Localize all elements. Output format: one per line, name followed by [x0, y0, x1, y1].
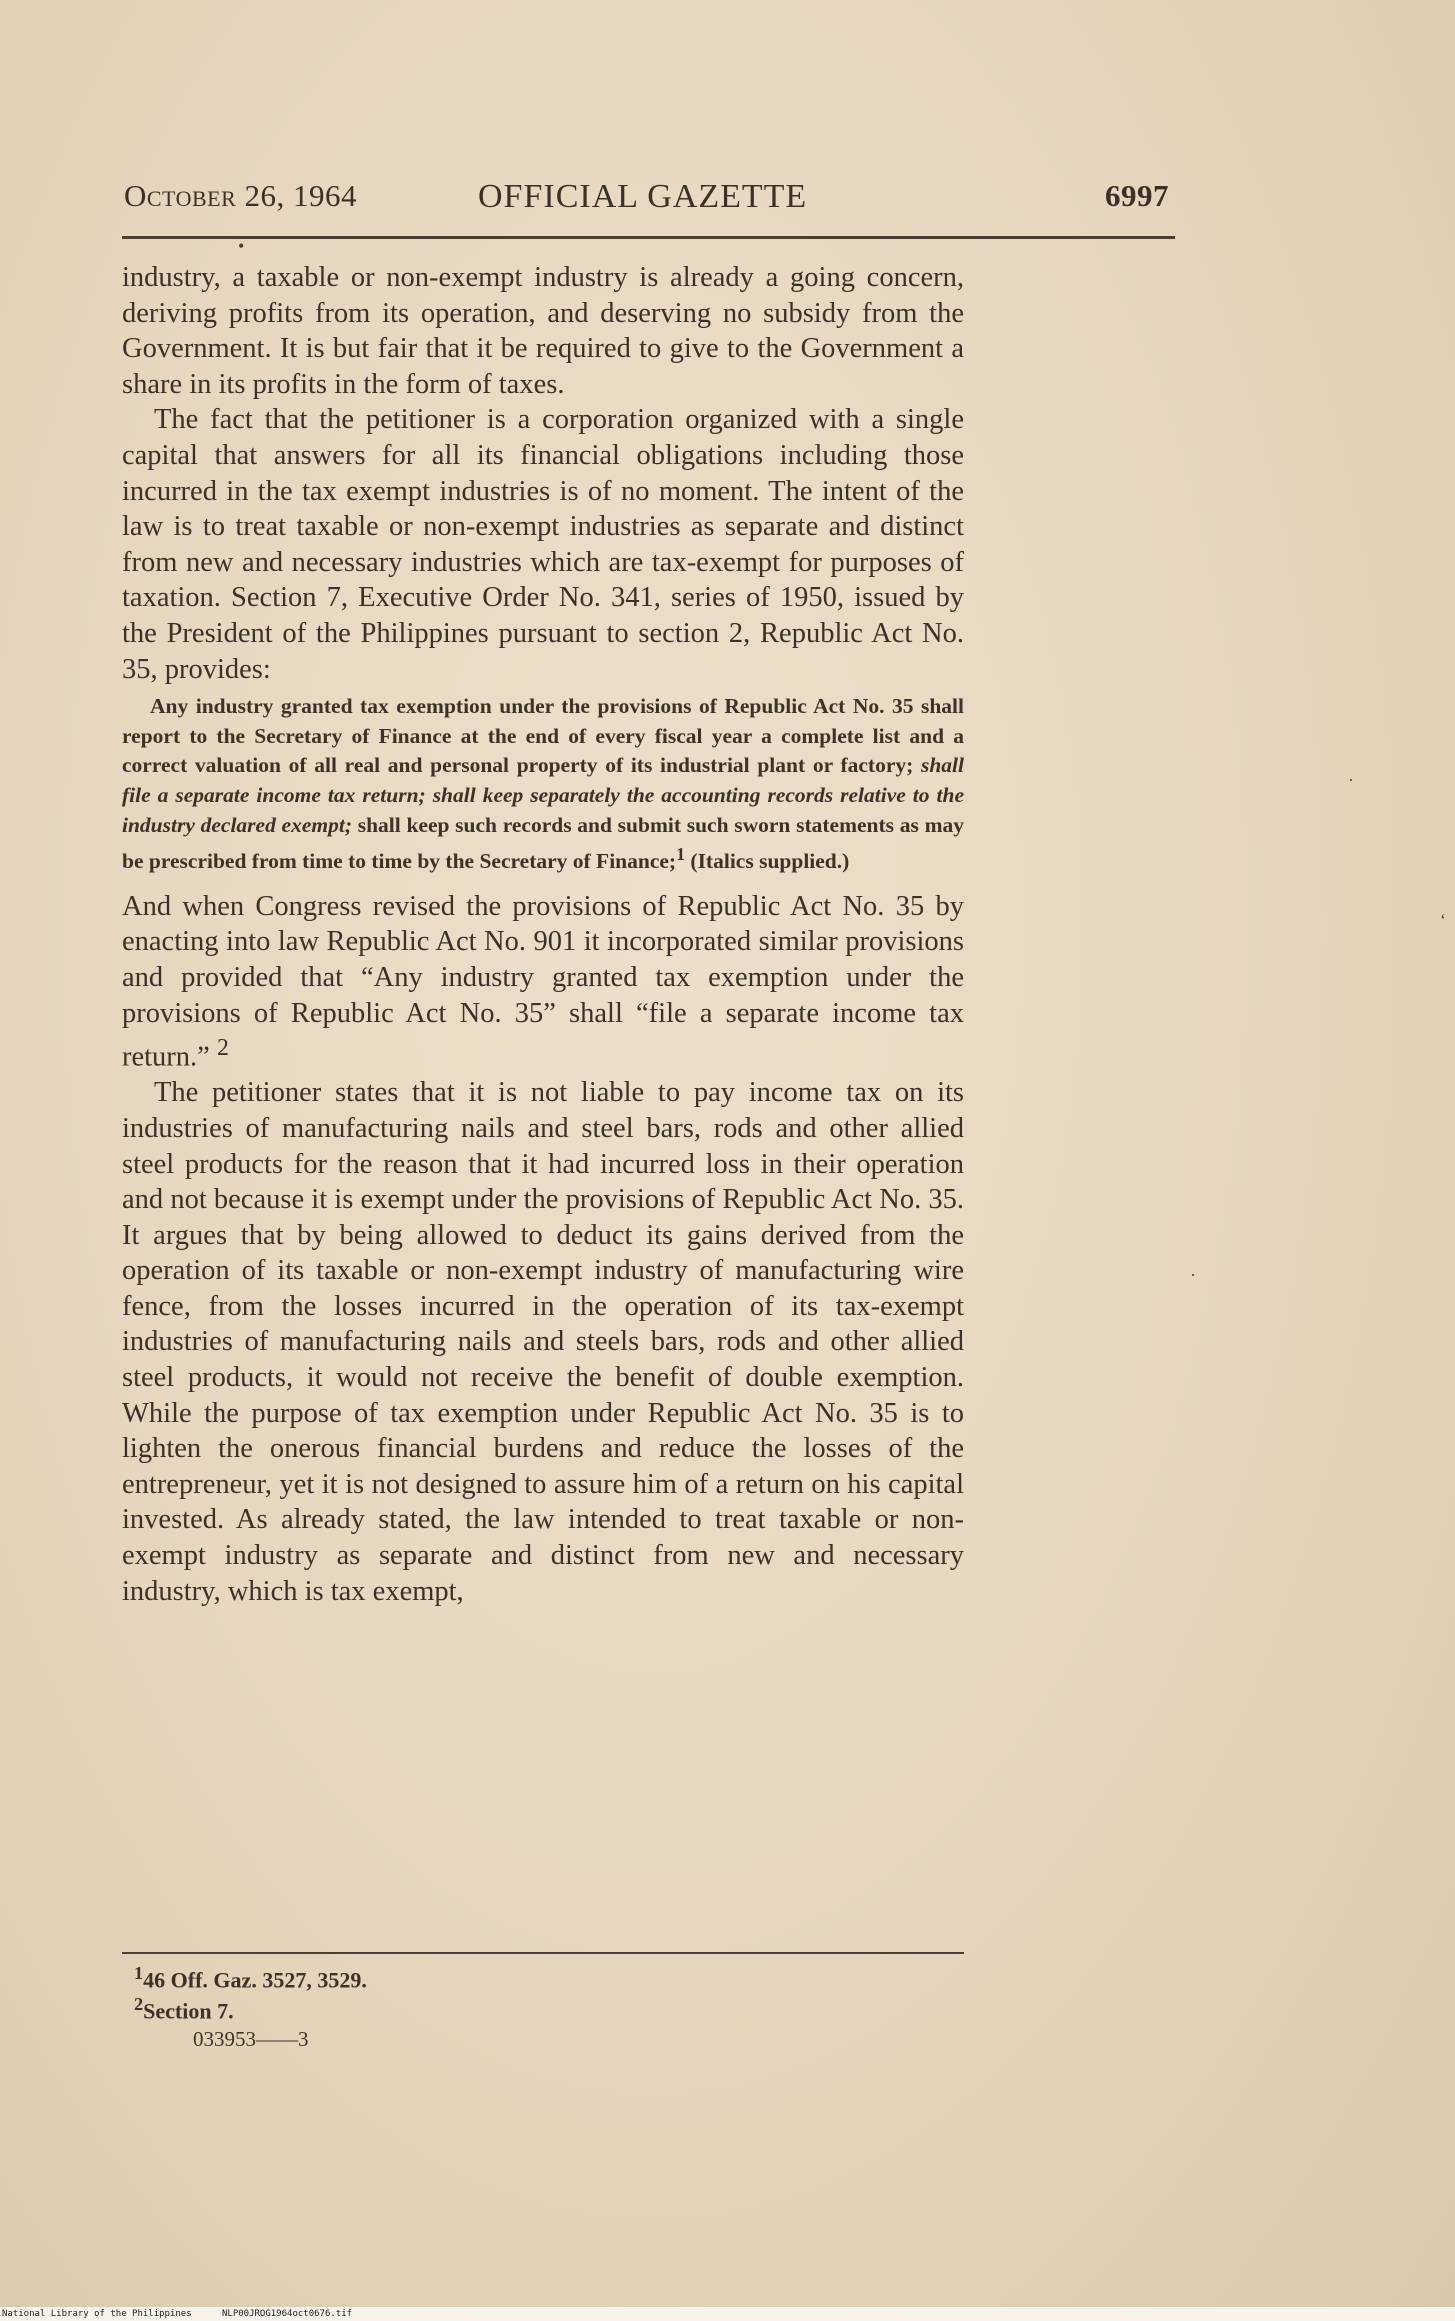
footnote-1 — [134, 1963, 367, 1993]
footnote-rule — [122, 1952, 964, 1954]
footnote-2 — [134, 1994, 234, 2024]
quoted-provision — [122, 692, 964, 877]
footnote-1-mark: 1 — [134, 1963, 144, 1983]
footnote-ref-2: 2 — [216, 1035, 229, 1062]
footnote-2-mark: 2 — [134, 1994, 144, 2014]
paragraph-3 — [122, 889, 964, 1075]
paragraph-1: industry, a taxable or non-exempt industry is already a going concern, deriving profits from its operation, and deserving no subsidy from the Government. It is but fair that it be required to give to the Government a share in its profits in the form of taxes. — [122, 262, 964, 400]
printer-code: 033953——3 — [193, 2027, 309, 2051]
paragraph-2: The fact that the petitioner is a corporation organized with a single capital that answers for all its financial obligations including those incurred in the tax exempt industries is of no moment. The intent of the law is to treat taxable or non-exempt industries as separate and distinct from new and necessary industries which are tax-exempt for purposes of taxation. Section 7, Executive Order No. 341, series of 1950, issued by the President of the Philippines pursuant to section 2, Republic Act No. 35, provides: — [122, 404, 964, 685]
paragraph-4: The petitioner states that it is not liable to pay income tax on its industries of manufacturing nails and steel bars, rods and other allied steel products for the reason that it had incurred loss in their operation and not because it is exempt under the provisions of Republic Act No. 35. It argues that by being allowed to deduct its gains derived from the operation of its taxable or non-exempt industry of manufacturing wire fence, from the losses incurred in the operation of its tax-exempt industries of manufacturing nails and steels bars, rods and other allied steel products, it would not receive the benefit of double exemption. While the purpose of tax exemption under Republic Act No. 35 is to lighten the onerous financial burdens and reduce the losses of the entrepreneur, yet it is not designed to assure him of a return on his capital invested. As already stated, the law intended to treat taxable or non-exempt industry as separate and distinct from new and necessary industry, which is tax exempt, — [122, 1077, 964, 1607]
article-body — [122, 260, 964, 1609]
publication-title: OFFICIAL GAZETTE — [478, 178, 808, 215]
scan-speck: · — [1348, 770, 1354, 790]
quote-part-d: (Italics supplied.) — [690, 849, 850, 874]
quote-italic-part: shall file a separate income tax return; shall keep separately the accounting records relative to the industry declared exempt; — [122, 753, 964, 837]
printer-mark: • — [238, 236, 245, 256]
library-credit: National Library of the Philippines — [2, 2309, 192, 2319]
paragraph-3-text: And when Congress revised the provisions of Republic Act No. 35 by enacting into law Republic Act No. 901 it incorporated similar provisions and provided that “Any industry granted tax exemption under the provisions of Republic Act No. 35” shall “file a separate income tax return.” — [122, 890, 964, 1073]
header-rule — [122, 236, 1175, 239]
scan-footer-strip — [0, 2307, 1455, 2321]
footnote-1-text: 46 Off. Gaz. 3527, 3529. — [143, 1967, 367, 1993]
footnote-ref-1: 1 — [676, 844, 686, 865]
issue-date: October 26, 1964 — [124, 178, 358, 213]
page-number: 6997 — [1105, 178, 1169, 213]
footnote-2-text: Section 7. — [143, 1998, 234, 2024]
quote-part-c: shall keep such records and submit such sworn statements as may be prescribed from time to time by the Secretary of Finance; — [122, 812, 964, 874]
scan-speck: ‘ — [1440, 910, 1446, 930]
scan-filename: NLP00JROG1964oct0676.tif — [222, 2309, 353, 2319]
scan-speck: · — [1190, 1265, 1196, 1285]
quote-part-a: Any industry granted tax exemption under the provisions of Republic Act No. 35 shall report to the Secretary of Finance at the end of every fiscal year a complete list and a correct valuation of all real and personal property of its industrial plant or factory; — [122, 694, 964, 778]
